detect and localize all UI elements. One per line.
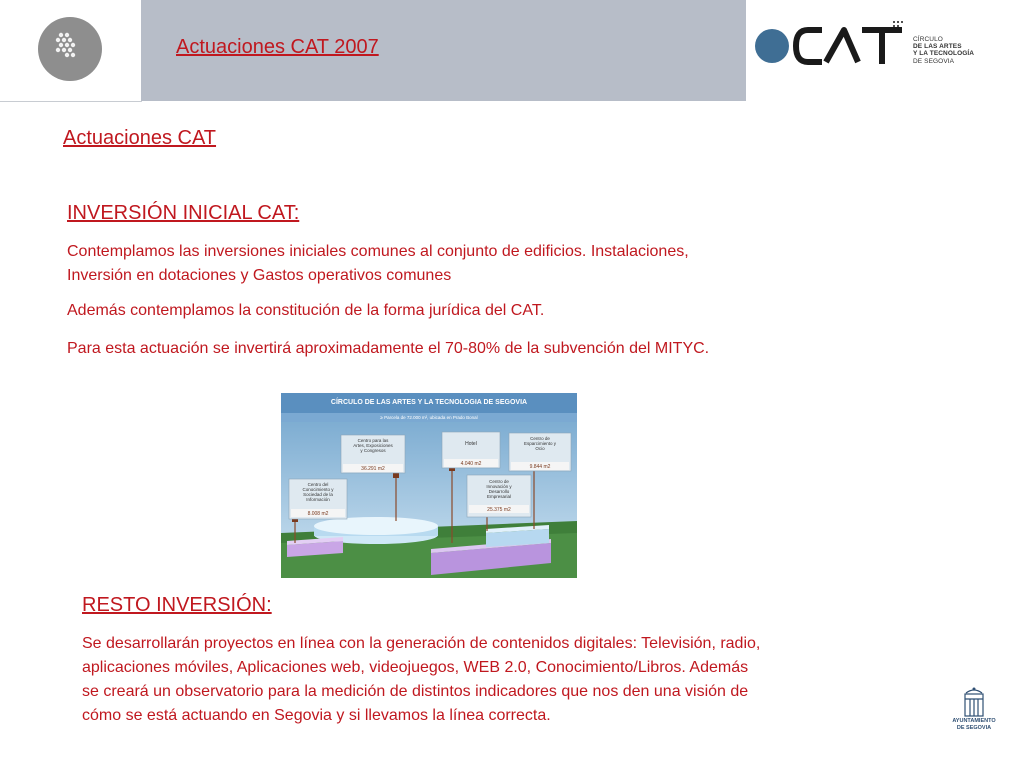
svg-text:Innovación y: Innovación y — [486, 484, 512, 489]
inversion-paragraph-1: Contemplamos las inversiones iniciales comunes al conjunto de edificios. Instalaciones, Inversión en dotaciones y Gastos operativos comunes — [67, 243, 689, 284]
svg-text:Desarrollo: Desarrollo — [488, 489, 510, 494]
site-plan-figure — [281, 393, 577, 578]
svg-text:Centro del: Centro del — [307, 482, 329, 487]
section-heading: Actuaciones CAT — [63, 127, 217, 149]
figure-title: CÍRCULO DE LAS ARTES Y LA TECNOLOGIA DE SEGOVIA — [330, 399, 528, 406]
resto-inversion-paragraph: Se desarrollarán proyectos en línea con la generación de contenidos digitales: Televisión, radio, aplicaciones móviles, Aplicaciones web, videojuegos, WEB 2.0, Conocimiento/Libros. Además se creará un observatorio para la medición de distintos indicadores que nos den una visión de cómo se está actuando en Segovia y si llevamos la línea correcta. — [82, 635, 761, 724]
svg-text:Centro de: Centro de — [489, 479, 509, 484]
svg-text:Información: Información — [306, 497, 330, 502]
label-hotel — [442, 432, 500, 468]
label-conocimiento — [289, 479, 347, 519]
seal-caption: AYUNTAMIENTO DE SEGOVIA — [952, 718, 996, 731]
inversion-paragraph-3: Para esta actuación se invertirá aproximadamente el 70-80% de la subvención del MITYC. — [67, 340, 710, 357]
svg-text:9.844 m2: 9.844 m2 — [529, 464, 551, 470]
svg-text:8.008 m2: 8.008 m2 — [307, 511, 329, 517]
svg-text:Artes, Exposiciones: Artes, Exposiciones — [353, 443, 393, 448]
label-ocio — [509, 433, 571, 471]
svg-text:Centro para las: Centro para las — [357, 438, 389, 443]
resto-inversion-heading: RESTO INVERSIÓN: — [82, 594, 272, 616]
svg-text:Esparcimiento y: Esparcimiento y — [523, 441, 557, 446]
svg-text:y Congresos: y Congresos — [360, 448, 386, 453]
svg-text:Conocimiento y: Conocimiento y — [302, 487, 334, 492]
svg-text:Sociedad de la: Sociedad de la — [303, 492, 333, 497]
cat-logo-icon — [752, 18, 912, 70]
label-artes — [341, 435, 405, 473]
svg-text:4.040 m2: 4.040 m2 — [460, 461, 482, 467]
svg-text:Ocio: Ocio — [535, 446, 545, 451]
svg-text:Empresarial: Empresarial — [486, 494, 512, 499]
ayuntamiento-seal-icon — [950, 685, 998, 719]
svg-text:Centro de: Centro de — [530, 436, 550, 441]
svg-text:Hotel: Hotel — [465, 441, 477, 447]
label-innovacion — [467, 475, 531, 517]
svg-text:25.375 m2: 25.375 m2 — [487, 507, 511, 513]
page-title: Actuaciones CAT 2007 — [176, 36, 379, 58]
svg-text:36.291 m2: 36.291 m2 — [361, 466, 385, 472]
inversion-inicial-heading: INVERSIÓN INICIAL CAT: — [67, 202, 300, 224]
cat-logo-subtitle: CÍRCULO DE LAS ARTES Y LA TECNOLOGÍA DE SEGOVIA — [913, 36, 975, 65]
dots-logo-icon — [47, 26, 87, 66]
figure-subtitle: ≥ Parcela de 72.000 m², ubicada en Prado Bonal — [380, 415, 478, 420]
inversion-paragraph-2: Además contemplamos la constitución de la forma jurídica del CAT. — [67, 302, 545, 319]
